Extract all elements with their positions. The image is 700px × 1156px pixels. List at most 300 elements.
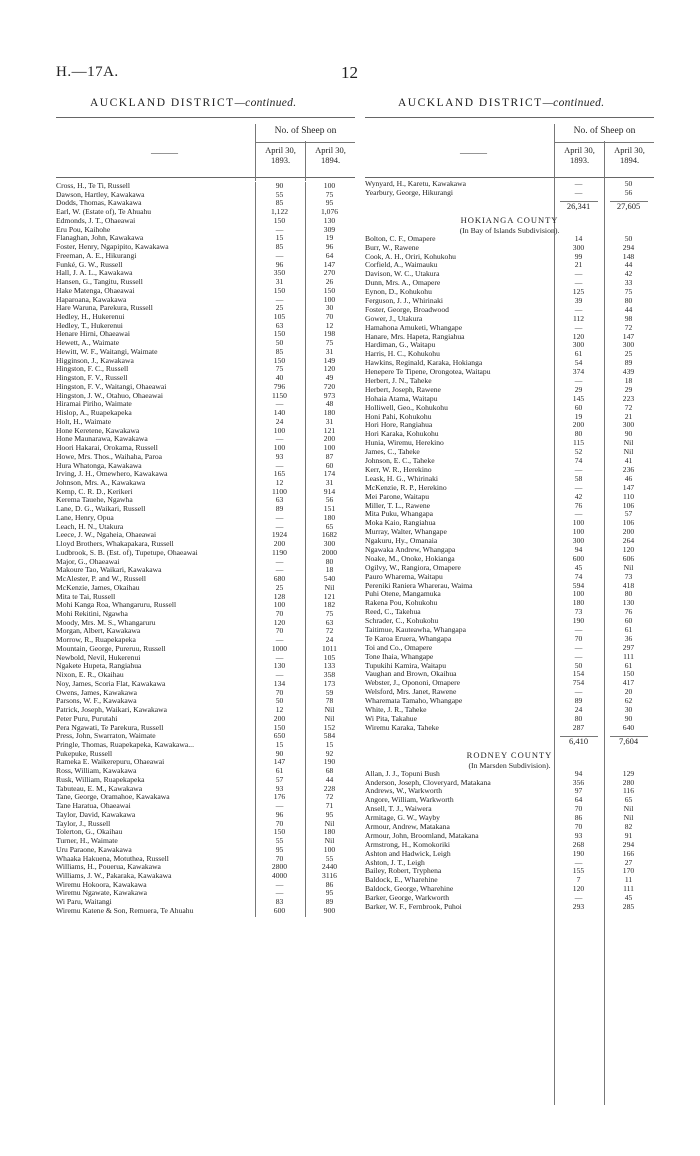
row-count-1894: 31 — [325, 477, 334, 487]
row-count-1894: 200 — [323, 434, 336, 444]
row-count-1893: 70 — [275, 818, 284, 828]
row-count-1893: 150 — [273, 827, 286, 837]
row-count-1893: 200 — [273, 713, 286, 723]
table-row — [365, 850, 654, 859]
row-name: Leece, J. W., Ngaheia, Ohaeawai — [56, 531, 157, 540]
row-name: Irving, J. H., Omewhero, Kawakawa — [56, 470, 168, 479]
table-row — [365, 670, 654, 679]
row-count-1893: — — [275, 512, 284, 522]
row-count-1893: 42 — [574, 491, 583, 501]
row-count-1893: 155 — [572, 866, 585, 876]
row-count-1893: 19 — [574, 411, 583, 421]
row-name: Ludbrook, S. B. (Est. of), Tupetupe, Ohaeawai — [56, 548, 198, 557]
table-row — [56, 374, 355, 383]
row-count-1893: 64 — [574, 795, 583, 805]
row-name: Leach, H. N., Utakura — [56, 522, 124, 531]
table-row — [365, 430, 654, 439]
row-count-1893: 96 — [275, 809, 284, 819]
row-name: Howe, Mrs. Thos., Waihaha, Paroa — [56, 452, 163, 461]
row-count-1893: — — [574, 642, 583, 652]
table-row — [56, 348, 355, 357]
table-row — [365, 894, 654, 903]
row-count-1893: 80 — [574, 713, 583, 723]
row-count-1893: 134 — [273, 678, 286, 688]
table-row — [56, 531, 355, 540]
row-name: Makoure Tao, Waikari, Kawakawa — [56, 566, 162, 575]
row-name: Bolton, C. F., Omapere — [365, 234, 436, 243]
table-row — [365, 368, 654, 377]
table-row — [365, 270, 654, 279]
row-count-1893: 73 — [574, 607, 583, 617]
row-count-1894: 270 — [323, 268, 336, 278]
row-count-1893: 100 — [273, 443, 286, 453]
row-name: Mountain, George, Pureruu, Russell — [56, 644, 166, 653]
table-row — [365, 519, 654, 528]
row-count-1894: 95 — [325, 809, 334, 819]
row-count-1893: 50 — [275, 696, 284, 706]
row-count-1894: 173 — [323, 678, 336, 688]
row-count-1893: 63 — [275, 320, 284, 330]
table-row — [56, 802, 355, 811]
table-row — [365, 859, 654, 868]
row-count-1894: 914 — [323, 486, 336, 496]
row-count-1894: 606 — [622, 553, 635, 563]
row-name: Webster, J., Opononi, Omapere — [365, 679, 461, 688]
table-row — [56, 383, 355, 392]
row-count-1894: 26 — [325, 277, 334, 287]
row-count-1893: 96 — [275, 259, 284, 269]
row-count-1894: 264 — [622, 536, 635, 546]
row-count-1893: — — [275, 399, 284, 409]
table-row — [365, 688, 654, 697]
row-name: Tane, George, Oramahoe, Kawakawa — [56, 793, 170, 802]
table-row — [56, 706, 355, 715]
row-name: Foster, George, Broadwood — [365, 305, 449, 314]
table-row — [365, 359, 654, 368]
table-row — [365, 244, 654, 253]
row-name: Leask, H. G., Whirinaki — [365, 474, 439, 483]
row-name: Hedley, T., Hukerenui — [56, 321, 123, 330]
table-row — [56, 636, 355, 645]
row-name: Dodds, Thomas, Kawakawa — [56, 199, 142, 208]
row-name: McKenzie, R. P., Herekino — [365, 483, 447, 492]
row-count-1893: — — [275, 670, 284, 680]
row-name: Hunia, Wiremu, Herekino — [365, 439, 444, 448]
row-count-1893: 85 — [275, 242, 284, 252]
row-count-1894: 198 — [323, 329, 336, 339]
row-name: Herbert, Joseph, Rawene — [365, 385, 441, 394]
row-count-1893: 150 — [273, 329, 286, 339]
table-row — [56, 811, 355, 820]
bay-of-islands-total — [365, 198, 654, 215]
table-row — [56, 732, 355, 741]
row-count-1893: 300 — [572, 536, 585, 546]
table-row — [56, 453, 355, 462]
table-row — [56, 566, 355, 575]
table-row — [365, 306, 654, 315]
table-row — [365, 626, 654, 635]
row-count-1894: 50 — [624, 179, 633, 188]
row-count-1894: 2000 — [321, 547, 338, 557]
row-count-1894: 540 — [323, 574, 336, 584]
total-1893: 26,341 — [566, 200, 591, 211]
row-name: Kerr, W. R., Herekino — [365, 465, 432, 474]
table-row — [365, 867, 654, 876]
rodney-county-subtitle: (In Marsden Subdivision). — [468, 760, 551, 770]
row-name: Mohi Rekitini, Ngawha — [56, 609, 128, 618]
row-count-1894: 95 — [325, 888, 334, 898]
table-row — [365, 180, 654, 189]
table-row — [56, 680, 355, 689]
row-name: Whaaka Hakuena, Motuthea, Russell — [56, 854, 169, 863]
table-row — [56, 243, 355, 252]
row-count-1893: — — [574, 893, 583, 903]
row-name: Barker, W. F., Fernbrook, Puhoi — [365, 903, 462, 912]
table-row — [56, 619, 355, 628]
table-row — [56, 357, 355, 366]
row-count-1893: — — [574, 687, 583, 697]
row-name: Kemp, C. R. D., Kerikeri — [56, 487, 133, 496]
table-row — [365, 841, 654, 850]
table-row — [56, 199, 355, 208]
table-row — [56, 855, 355, 864]
row-count-1894: 63 — [325, 617, 334, 627]
row-count-1893: 93 — [275, 451, 284, 461]
row-name: Hone Maunarawa, Kawakawa — [56, 435, 148, 444]
row-count-1894: 60 — [624, 616, 633, 626]
row-count-1894: 152 — [323, 722, 336, 732]
table-row — [365, 546, 654, 555]
row-name: Ngakuru, Hy., Omanaia — [365, 537, 438, 546]
row-name: Ngawaka Andrew, Whangapa — [365, 545, 456, 554]
row-name: Te Karoa Eruera, Whangapa — [365, 634, 452, 643]
row-count-1894: 68 — [325, 766, 334, 776]
left-title-suffix: —continued. — [234, 97, 297, 109]
row-count-1893: 150 — [273, 722, 286, 732]
row-name: Allan, J. J., Topuni Bush — [365, 769, 440, 778]
row-count-1894: 78 — [325, 696, 334, 706]
table-row — [365, 439, 654, 448]
row-count-1894: 42 — [624, 269, 633, 279]
row-count-1894: 72 — [325, 792, 334, 802]
row-name: Baldock, George, Wharehine — [365, 885, 454, 894]
row-count-1894: 973 — [323, 390, 336, 400]
row-name: Major, G., Ohaeawai — [56, 557, 120, 566]
row-count-1894: 59 — [325, 687, 334, 697]
row-name: Parsons, W. F., Kawakawa — [56, 697, 137, 706]
row-count-1893: 374 — [572, 367, 585, 377]
table-row — [56, 296, 355, 305]
row-name: Peter Puru, Purutahi — [56, 714, 118, 723]
table-row — [365, 876, 654, 885]
table-row — [365, 662, 654, 671]
row-name: Newbold, Nevil, Hukerenui — [56, 653, 141, 662]
table-row — [56, 907, 355, 916]
row-count-1894: 90 — [624, 429, 633, 439]
row-count-1894: 64 — [325, 250, 334, 260]
row-count-1894: 1,076 — [320, 207, 339, 217]
row-count-1894: 151 — [323, 504, 336, 514]
row-name: Morgan, Albert, Kawakawa — [56, 627, 141, 636]
table-row — [56, 330, 355, 339]
row-name: Earl, W. (Estate of), Te Ahuahu — [56, 208, 152, 217]
row-count-1894: 149 — [323, 355, 336, 365]
table-row — [365, 493, 654, 502]
row-count-1894: 130 — [323, 215, 336, 225]
row-count-1894: 358 — [323, 670, 336, 680]
left-column-title — [90, 97, 296, 109]
table-row — [56, 654, 355, 663]
row-count-1894: 20 — [624, 687, 633, 697]
row-name: Noy, James, Scoria Flat, Kawakawa — [56, 679, 166, 688]
row-count-1893: — — [574, 304, 583, 314]
row-count-1894: 584 — [323, 731, 336, 741]
row-count-1894: 200 — [622, 527, 635, 537]
rodney-county-title: RODNEY COUNTY — [466, 749, 553, 760]
row-count-1893: 268 — [572, 839, 585, 849]
row-count-1893: — — [275, 434, 284, 444]
row-count-1894: 75 — [325, 338, 334, 348]
row-count-1893: 83 — [275, 897, 284, 907]
row-name: Owens, James, Kawakawa — [56, 688, 137, 697]
table-row — [56, 889, 355, 898]
row-name: Herbert, J. N., Taheke — [365, 377, 432, 386]
row-count-1893: 125 — [572, 287, 585, 297]
row-name: Hanare, Mrs. Hapeta, Rangiahua — [365, 332, 465, 341]
row-count-1893: 74 — [574, 571, 583, 581]
row-count-1893: 100 — [572, 527, 585, 537]
row-count-1894: 3116 — [322, 871, 337, 881]
row-count-1893: 112 — [572, 313, 585, 323]
row-name: Hone Keretene, Kawakawa — [56, 426, 140, 435]
hokianga-county-subtitle: (In Bay of Islands Subdivision). — [459, 225, 560, 235]
row-count-1893: — — [275, 879, 284, 889]
name-col-header: ——— — [460, 148, 487, 158]
table-row — [56, 750, 355, 759]
table-row — [56, 627, 355, 636]
row-count-1893: 100 — [572, 518, 585, 528]
table-row — [365, 697, 654, 706]
row-name: Henepere Te Tipene, Orongotea, Waitapu — [365, 368, 491, 377]
row-count-1893: 115 — [572, 438, 585, 448]
row-count-1893: 287 — [572, 722, 585, 732]
table-row — [365, 448, 654, 457]
row-count-1894: 90 — [624, 713, 633, 723]
row-count-1894: Nil — [623, 438, 634, 448]
row-name: Eynon, D., Kohukohu — [365, 288, 432, 297]
row-count-1893: 680 — [273, 574, 286, 584]
row-name: Hingston, F. V., Russell — [56, 374, 128, 383]
row-count-1893: 150 — [273, 355, 286, 365]
row-name: Pringle, Thomas, Ruapekapeka, Kawakawa... — [56, 741, 194, 749]
row-count-1894: 44 — [624, 304, 633, 314]
row-count-1894: Nil — [623, 562, 634, 572]
row-count-1894: 65 — [624, 795, 633, 805]
row-count-1893: 50 — [574, 660, 583, 670]
row-name: Johnson, E. C., Taheke — [365, 457, 435, 466]
row-count-1894: 75 — [624, 287, 633, 297]
row-count-1894: 73 — [624, 571, 633, 581]
row-name: Hislop, A., Ruapekapeka — [56, 409, 132, 418]
row-count-1893: 85 — [275, 346, 284, 356]
row-count-1893: — — [574, 376, 583, 386]
row-name: Wiremu Hokoora, Kawakawa — [56, 880, 147, 889]
row-count-1893: 97 — [574, 786, 583, 796]
row-count-1894: 71 — [325, 801, 334, 811]
table-row — [56, 365, 355, 374]
row-count-1894: 236 — [622, 464, 635, 474]
table-row — [365, 715, 654, 724]
row-count-1894: 72 — [624, 322, 633, 332]
row-count-1894: 180 — [323, 408, 336, 418]
row-count-1893: 120 — [273, 617, 286, 627]
row-name: Ross, William, Kawakawa — [56, 767, 137, 776]
row-count-1894: 166 — [622, 848, 635, 858]
table-row — [56, 881, 355, 890]
row-count-1894: 11 — [624, 875, 633, 885]
row-name: Baldock, E., Wharehine — [365, 876, 438, 885]
table-row — [56, 785, 355, 794]
row-count-1893: 15 — [275, 233, 284, 243]
row-count-1893: 29 — [574, 384, 583, 394]
row-count-1893: 150 — [273, 285, 286, 295]
row-count-1893: 154 — [572, 669, 585, 679]
table-row — [56, 427, 355, 436]
row-count-1894: 100 — [323, 181, 336, 190]
row-count-1893: 60 — [574, 402, 583, 412]
row-count-1894: 89 — [624, 358, 633, 368]
row-count-1893: — — [275, 652, 284, 662]
row-count-1893: 120 — [572, 884, 585, 894]
table-row — [365, 466, 654, 475]
left-title-text: AUCKLAND DISTRICT — [90, 97, 235, 109]
row-name: Press, John, Swarraton, Waimate — [56, 732, 156, 741]
table-row — [365, 413, 654, 422]
row-count-1893: — — [275, 635, 284, 645]
row-count-1893: 61 — [574, 349, 583, 359]
row-count-1893: — — [574, 509, 583, 519]
row-count-1893: — — [574, 179, 583, 188]
row-count-1893: 200 — [572, 420, 585, 430]
row-count-1894: 61 — [624, 624, 633, 634]
table-row — [365, 582, 654, 591]
table-row — [365, 457, 654, 466]
page-ref: H.—17A. — [56, 64, 119, 80]
row-count-1893: — — [275, 521, 284, 531]
row-count-1894: 49 — [325, 373, 334, 383]
row-count-1894: Nil — [623, 447, 634, 457]
row-count-1893: 55 — [275, 836, 284, 846]
table-row — [365, 564, 654, 573]
table-row — [365, 814, 654, 823]
row-count-1894: 111 — [623, 884, 634, 894]
table-row — [365, 555, 654, 564]
table-row — [365, 350, 654, 359]
row-count-1894: 45 — [624, 893, 633, 903]
table-row — [56, 470, 355, 479]
row-count-1893: 74 — [574, 456, 583, 466]
table-row — [56, 269, 355, 278]
row-name: James, C., Taheke — [365, 448, 420, 457]
row-count-1894: Nil — [324, 713, 335, 723]
right-rows — [365, 180, 654, 912]
row-name: Dawson, Hartley, Kawakawa — [56, 190, 145, 199]
row-count-1893: 650 — [273, 731, 286, 741]
row-name: Bailey, Robert, Tryphena — [365, 867, 442, 876]
row-name: Nixon, E. R., Okaihau — [56, 671, 124, 680]
row-count-1894: 1011 — [322, 643, 337, 653]
row-count-1894: 62 — [624, 696, 633, 706]
row-count-1893: 76 — [574, 500, 583, 510]
table-row — [56, 409, 355, 418]
row-count-1894: 48 — [325, 399, 334, 409]
table-row — [365, 590, 654, 599]
row-count-1894: 86 — [325, 879, 334, 889]
row-name: Andrews, W., Warkworth — [365, 787, 443, 796]
row-count-1893: 58 — [574, 473, 583, 483]
row-count-1893: 24 — [275, 416, 284, 426]
row-count-1893: 61 — [275, 766, 284, 776]
right-column-title — [398, 97, 604, 109]
table-row — [365, 537, 654, 546]
row-count-1894: 75 — [325, 189, 334, 199]
row-count-1894: 130 — [622, 598, 635, 608]
row-count-1894: Nil — [324, 818, 335, 828]
right-title-suffix: —continued. — [542, 97, 605, 109]
row-name: Schrader, C., Kohukohu — [365, 617, 439, 626]
row-name: Holt, H., Waimate — [56, 417, 112, 426]
row-name: Haparoana, Kawakawa — [56, 295, 127, 304]
table-row — [56, 820, 355, 829]
table-row — [365, 386, 654, 395]
table-row — [365, 297, 654, 306]
row-name: Cross, H., Te Ti, Russell — [56, 182, 131, 190]
row-name: Dunn, Mrs. A., Omapere — [365, 279, 441, 288]
table-row — [365, 377, 654, 386]
row-count-1893: 95 — [275, 844, 284, 854]
row-name: Ngakete Hupeta, Rangiahua — [56, 662, 142, 671]
table-row — [56, 793, 355, 802]
row-count-1893: 165 — [273, 469, 286, 479]
table-row — [365, 787, 654, 796]
row-count-1894: 640 — [622, 722, 635, 732]
row-name: Murray, Walter, Whangape — [365, 528, 447, 537]
table-row — [365, 279, 654, 288]
row-count-1894: 24 — [325, 635, 334, 645]
row-count-1893: — — [275, 294, 284, 304]
table-row — [56, 226, 355, 235]
table-row — [56, 645, 355, 654]
row-name: Mita te Tai, Russell — [56, 592, 116, 601]
table-row — [365, 288, 654, 297]
row-count-1893: 300 — [572, 242, 585, 252]
row-count-1894: 285 — [622, 902, 635, 912]
table-row — [365, 653, 654, 662]
table-row — [56, 741, 355, 750]
row-count-1893: 52 — [574, 447, 583, 457]
row-name: Ansell, T. J., Waiwera — [365, 805, 432, 814]
row-count-1893: 1,122 — [270, 207, 289, 217]
table-row — [365, 706, 654, 715]
row-count-1894: 25 — [624, 349, 633, 359]
row-count-1894: 44 — [325, 774, 334, 784]
row-count-1894: 1682 — [321, 530, 338, 540]
row-name: Eru Pou, Kaihohe — [56, 225, 111, 234]
row-count-1894: 133 — [323, 661, 336, 671]
table-row — [365, 235, 654, 244]
left-table-header — [56, 117, 355, 178]
row-count-1893: 594 — [572, 580, 585, 590]
